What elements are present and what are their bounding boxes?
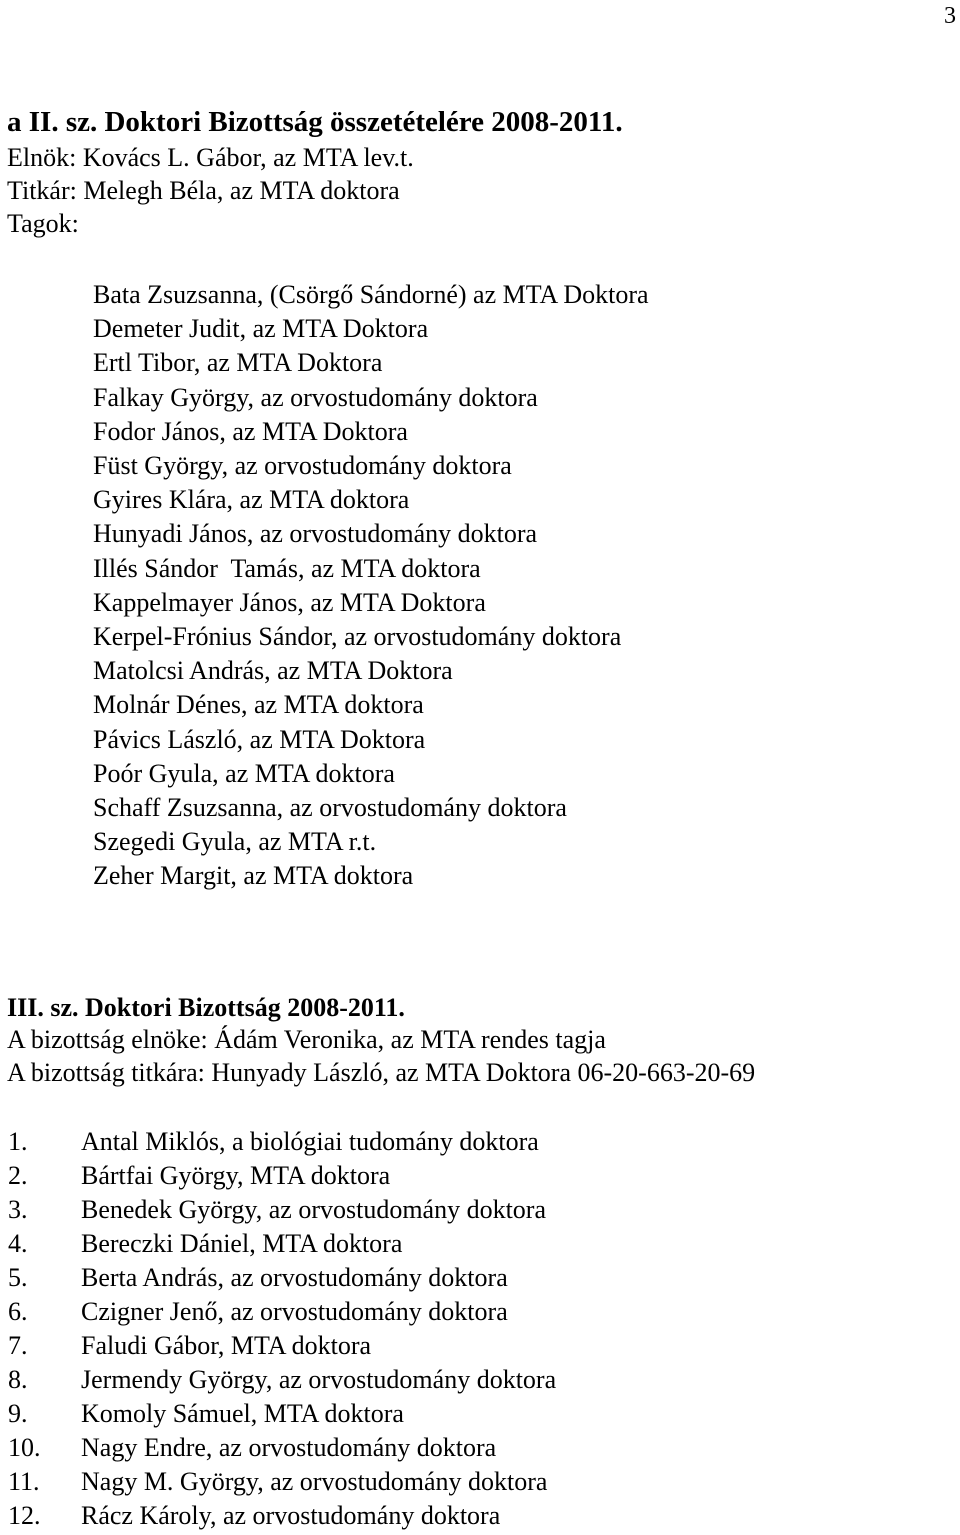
list-item: Illés Sándor Tamás, az MTA doktora [93,553,481,583]
list-item: Falkay György, az orvostudomány doktora [93,382,538,412]
list-item: Bata Zsuzsanna, (Csörgő Sándorné) az MTA Doktora [93,280,649,309]
section-heading: a II. sz. Doktori Bizottság összetételére 2008-2011. [7,106,623,138]
list-item: Zeher Margit, az MTA doktora [93,861,414,891]
item-number: 9. [8,1399,28,1428]
list-item [7,1465,556,1499]
list-item: Kerpel-Frónius Sándor, az orvostudomány doktora [93,622,622,652]
list-item: Füst György, az orvostudomány doktora [93,451,512,481]
item-number: 10. [8,1433,41,1462]
list-item [7,1125,556,1159]
list-item [7,1397,556,1431]
item-number: 6. [8,1297,28,1326]
item-text: Czigner Jenő, az orvostudomány doktora [81,1297,508,1326]
list-item [7,1159,556,1193]
list-item: Gyires Klára, az MTA doktora [93,485,410,515]
item-number: 8. [8,1365,28,1394]
member-list [93,278,649,894]
item-number: 7. [8,1331,28,1360]
list-item: Pávics László, az MTA Doktora [93,724,426,754]
list-item [7,1329,556,1363]
committee-section-3 [7,993,960,1530]
list-item: Kappelmayer János, az MTA Doktora [93,587,486,617]
page-number: 3 [944,3,956,29]
item-text: Jermendy György, az orvostudomány doktora [81,1365,557,1394]
list-item [7,1295,556,1329]
item-text: Bereczki Dániel, MTA doktora [81,1229,403,1258]
list-item: Poór Gyula, az MTA doktora [93,758,395,788]
list-item: Matolcsi András, az MTA Doktora [93,656,453,686]
item-text: Rácz Károly, az orvostudomány doktora [81,1501,501,1530]
item-number: 1. [8,1127,28,1156]
item-text: Nagy Endre, az orvostudomány doktora [81,1433,497,1462]
item-text: Nagy M. György, az orvostudomány doktora [81,1467,548,1496]
list-item: Ertl Tibor, az MTA Doktora [93,348,383,378]
list-item [7,1363,556,1397]
item-text: Bártfai György, MTA doktora [81,1161,391,1190]
item-text: Faludi Gábor, MTA doktora [81,1331,372,1360]
list-item [7,1227,556,1261]
committee-section-2 [7,104,960,891]
list-item: Hunyadi János, az orvostudomány doktora [93,519,538,549]
members-label: Tagok: [7,209,79,238]
list-item: Molnár Dénes, az MTA doktora [93,690,424,720]
secretary-line: Titkár: Melegh Béla, az MTA doktora [7,176,400,205]
list-item [7,1193,556,1227]
item-number: 12. [8,1501,41,1530]
item-text: Benedek György, az orvostudomány doktora [81,1195,547,1224]
list-item [7,1431,556,1465]
list-item: Fodor János, az MTA Doktora [93,416,408,446]
item-number: 11. [8,1467,40,1496]
list-item: Schaff Zsuzsanna, az orvostudomány doktora [93,793,567,823]
item-number: 2. [8,1161,28,1190]
secretary-line: A bizottság titkára: Hunyady László, az MTA Doktora 06-20-663-20-69 [7,1058,756,1087]
chair-line: Elnök: Kovács L. Gábor, az MTA lev.t. [7,143,414,172]
list-item: Demeter Judit, az MTA Doktora [93,314,429,344]
item-text: Komoly Sámuel, MTA doktora [81,1399,404,1428]
item-text: Antal Miklós, a biológiai tudomány doktora [81,1127,539,1156]
list-item: Szegedi Gyula, az MTA r.t. [93,827,377,857]
list-item [7,1499,556,1533]
numbered-member-list [7,1125,556,1533]
item-number: 4. [8,1229,28,1258]
item-number: 5. [8,1263,28,1292]
item-number: 3. [8,1195,28,1224]
section-heading: III. sz. Doktori Bizottság 2008-2011. [7,993,405,1022]
item-text: Berta András, az orvostudomány doktora [81,1263,508,1292]
chair-line: A bizottság elnöke: Ádám Veronika, az MTA rendes tagja [7,1025,606,1054]
list-item [7,1261,556,1295]
